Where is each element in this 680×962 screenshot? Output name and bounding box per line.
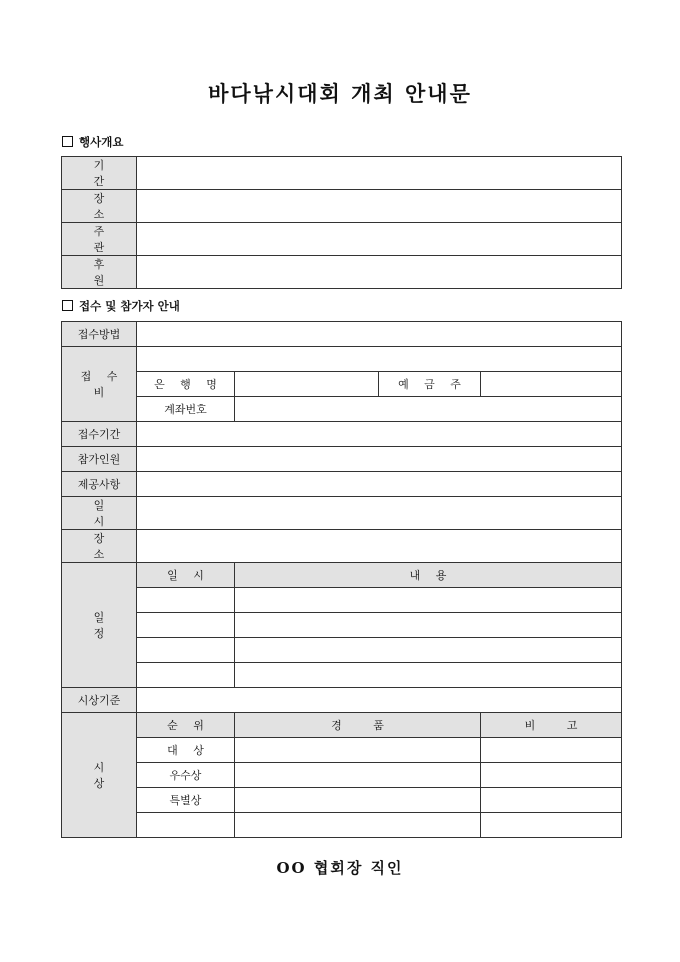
- sponsor-value-cell[interactable]: [137, 256, 622, 289]
- row-label-participants: 참가인원: [62, 447, 137, 472]
- schedule-content-cell[interactable]: [235, 638, 622, 663]
- table-row: [62, 563, 622, 588]
- award-rank-header: 순 위: [137, 713, 235, 738]
- account-number-cell[interactable]: [235, 397, 622, 422]
- award-criteria-cell[interactable]: [137, 688, 622, 713]
- square-bullet-icon: [62, 300, 73, 311]
- schedule-content-cell[interactable]: [235, 613, 622, 638]
- reception-method-cell[interactable]: [137, 322, 622, 347]
- row-label-reception-method: 접수방법: [62, 322, 137, 347]
- section-heading-text: 접수 및 참가자 안내: [79, 299, 180, 313]
- row-label-schedule: 일 정: [62, 563, 137, 688]
- table-row: [62, 447, 622, 472]
- award-note-cell[interactable]: [481, 788, 622, 813]
- table-row: [62, 190, 622, 223]
- row-label-host: 주 관: [62, 223, 137, 256]
- award-rank-special: 특별상: [137, 788, 235, 813]
- bank-name-label: 은 행 명: [137, 372, 235, 397]
- schedule-content-header: 내 용: [235, 563, 622, 588]
- row-label-place: 장 소: [62, 190, 137, 223]
- table-row: [62, 397, 622, 422]
- page-title: 바다낚시대회 개최 안내문: [208, 81, 472, 106]
- award-prize-cell[interactable]: [235, 763, 481, 788]
- event-place-cell[interactable]: [137, 530, 622, 563]
- row-label-datetime: 일 시: [62, 497, 137, 530]
- table-row: [62, 738, 622, 763]
- host-value-cell[interactable]: [137, 223, 622, 256]
- account-number-label: 계좌번호: [137, 397, 235, 422]
- footer-seal-text: OO 협회장 직인: [276, 859, 404, 877]
- table-row: [62, 422, 622, 447]
- award-prize-cell[interactable]: [235, 738, 481, 763]
- award-rank-grand: 대 상: [137, 738, 235, 763]
- place-value-cell[interactable]: [137, 190, 622, 223]
- overview-table: [61, 156, 622, 289]
- award-note-cell[interactable]: [481, 763, 622, 788]
- row-label-period: 기 간: [62, 157, 137, 190]
- schedule-time-cell[interactable]: [137, 663, 235, 688]
- award-note-cell[interactable]: [481, 738, 622, 763]
- provided-cell[interactable]: [137, 472, 622, 497]
- award-prize-cell[interactable]: [235, 813, 481, 838]
- datetime-cell[interactable]: [137, 497, 622, 530]
- award-note-cell[interactable]: [481, 813, 622, 838]
- table-row: [62, 588, 622, 613]
- table-row: [62, 256, 622, 289]
- period-value-cell[interactable]: [137, 157, 622, 190]
- reception-table: [61, 321, 622, 838]
- table-row: [62, 813, 622, 838]
- section-heading-reception: [62, 298, 180, 314]
- account-holder-cell[interactable]: [481, 372, 622, 397]
- table-row: [62, 322, 622, 347]
- square-bullet-icon: [62, 136, 73, 147]
- row-label-reception-period: 접수기간: [62, 422, 137, 447]
- section-heading-text: 행사개요: [79, 135, 124, 149]
- schedule-time-cell[interactable]: [137, 638, 235, 663]
- table-row: [62, 223, 622, 256]
- table-row: [62, 788, 622, 813]
- award-rank-blank[interactable]: [137, 813, 235, 838]
- table-row: [62, 613, 622, 638]
- section-heading-overview: [62, 134, 123, 150]
- award-rank-excellence: 우수상: [137, 763, 235, 788]
- row-label-event-place: 장 소: [62, 530, 137, 563]
- table-row: [62, 638, 622, 663]
- bank-name-cell[interactable]: [235, 372, 379, 397]
- schedule-content-cell[interactable]: [235, 663, 622, 688]
- table-row: [62, 372, 622, 397]
- row-label-award-criteria: 시상기준: [62, 688, 137, 713]
- row-label-fee: 접 수 비: [62, 347, 137, 422]
- fee-amount-cell[interactable]: [137, 347, 622, 372]
- participants-cell[interactable]: [137, 447, 622, 472]
- account-holder-label: 예 금 주: [379, 372, 481, 397]
- table-row: [62, 472, 622, 497]
- row-label-provided: 제공사항: [62, 472, 137, 497]
- reception-period-cell[interactable]: [137, 422, 622, 447]
- table-row: [62, 157, 622, 190]
- schedule-time-header: 일 시: [137, 563, 235, 588]
- table-row: [62, 763, 622, 788]
- schedule-content-cell[interactable]: [235, 588, 622, 613]
- schedule-time-cell[interactable]: [137, 588, 235, 613]
- row-label-sponsor: 후 원: [62, 256, 137, 289]
- schedule-time-cell[interactable]: [137, 613, 235, 638]
- table-row: [62, 663, 622, 688]
- row-label-awards: 시 상: [62, 713, 137, 838]
- table-row: [62, 497, 622, 530]
- table-row: [62, 347, 622, 372]
- table-row: [62, 688, 622, 713]
- award-prize-cell[interactable]: [235, 788, 481, 813]
- award-note-header: 비 고: [481, 713, 622, 738]
- award-prize-header: 경 품: [235, 713, 481, 738]
- table-row: [62, 530, 622, 563]
- table-row: [62, 713, 622, 738]
